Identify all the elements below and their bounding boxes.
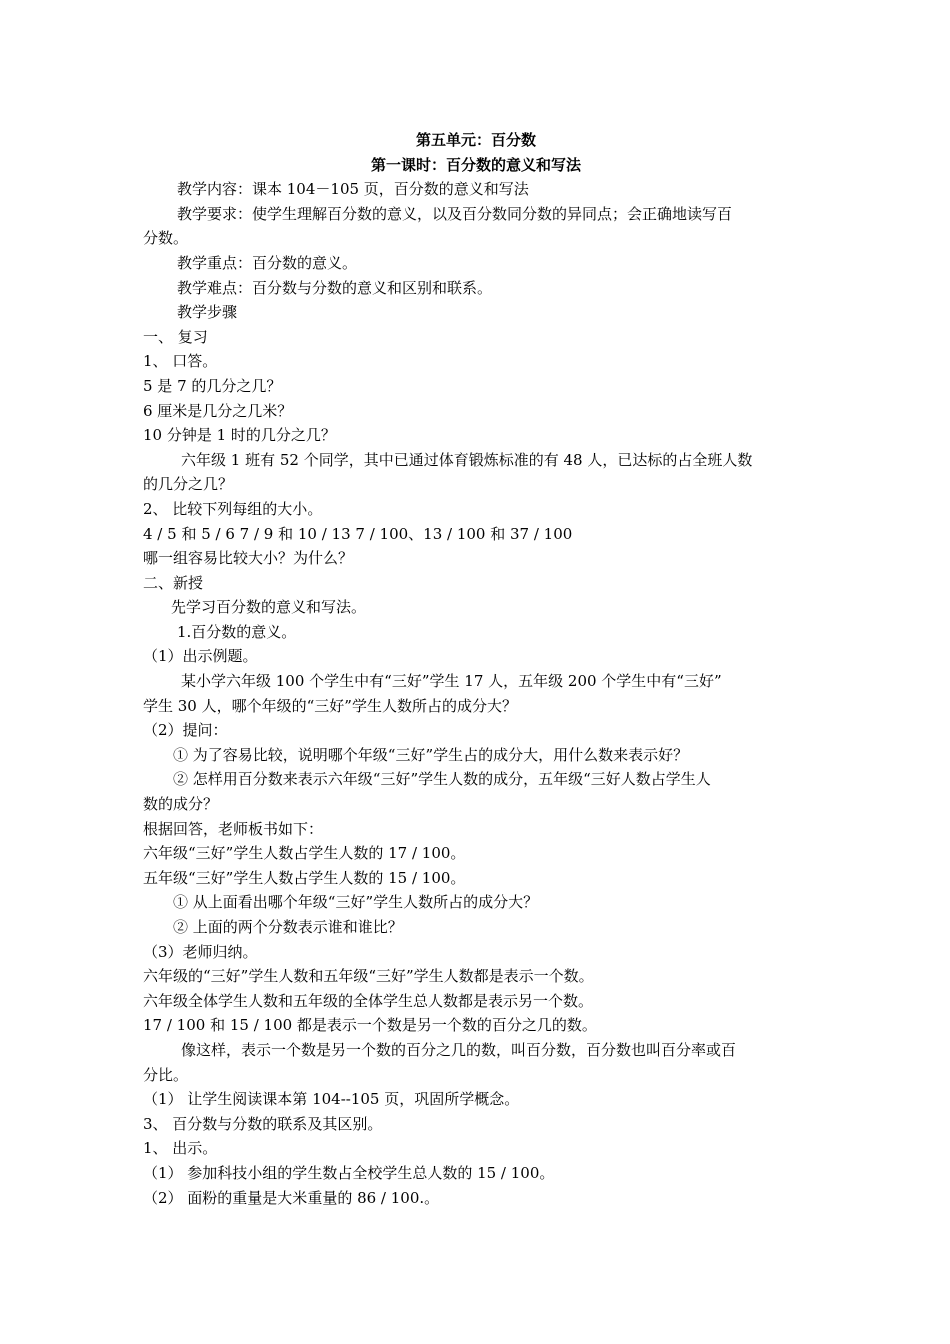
question-line: 10 分钟是 1 时的几分之几？ xyxy=(143,426,336,445)
example-line: 某小学六年级 100 个学生中有“三好”学生 17 人，五年级 200 个学生中有“三好” xyxy=(181,672,722,691)
document-body xyxy=(143,128,809,1210)
board-intro: 根据回答，老师板书如下： xyxy=(143,819,324,838)
teaching-requirement-cont: 分数。 xyxy=(143,229,189,248)
step-line: （1）出示例题。 xyxy=(143,647,258,666)
fraction-groups: 4 / 5 和 5 / 6 7 / 9 和 10 / 13 7 / 100、13 / 100 和 37 / 100 xyxy=(143,524,573,543)
reading-line: （1） 让学生阅读课本第 104--105 页，巩固所学概念。 xyxy=(143,1090,520,1109)
compare-item: 2、 比较下列每组的大小。 xyxy=(143,499,323,518)
show-line: （1） 参加科技小组的学生数占全校学生总人数的 15 / 100。 xyxy=(143,1163,555,1182)
question-line: 哪一组容易比较大小？为什么？ xyxy=(143,549,354,568)
unit-title: 第五单元：百分数 xyxy=(415,131,536,149)
word-problem-cont: 的几分之几？ xyxy=(143,475,234,494)
board-line: 六年级“三好”学生人数占学生人数的 17 / 100。 xyxy=(143,844,466,863)
intro-line: 先学习百分数的意义和写法。 xyxy=(171,598,367,617)
summary-line: 17 / 100 和 15 / 100 都是表示一个数是另一个数的百分之几的数。 xyxy=(143,1016,597,1035)
summary-line: 六年级的“三好”学生人数和五年级“三好”学生人数都是表示一个数。 xyxy=(143,967,594,986)
teaching-requirement: 教学要求：使学生理解百分数的意义，以及百分数同分数的异同点；会正确地读写百 xyxy=(177,204,733,223)
step-line: （3）老师归纳。 xyxy=(143,942,258,961)
board-line: 五年级“三好”学生人数占学生人数的 15 / 100。 xyxy=(143,868,466,887)
teaching-focus: 教学重点：百分数的意义。 xyxy=(177,253,358,272)
show-item: 1、 出示。 xyxy=(143,1139,218,1158)
show-line: （2） 面粉的重量是大米重量的 86 / 100.。 xyxy=(143,1188,440,1207)
lesson-title: 第一课时：百分数的意义和写法 xyxy=(370,155,581,174)
teaching-steps-heading: 教学步骤 xyxy=(177,303,238,322)
relation-heading: 3、 百分数与分数的联系及其区别。 xyxy=(143,1114,383,1133)
question-point: ① 为了容易比较，说明哪个年级“三好”学生占的成分大，用什么数来表示好？ xyxy=(173,745,689,764)
teaching-content: 教学内容：课本 104－105 页，百分数的意义和写法 xyxy=(177,180,529,199)
teaching-difficulty: 教学难点：百分数与分数的意义和区别和联系。 xyxy=(177,278,493,297)
question-point: ② 怎样用百分数来表示六年级“三好”学生人数的成分，五年级“三好人数占学生人 xyxy=(173,770,711,789)
subheading-meaning: 1.百分数的意义。 xyxy=(177,622,297,641)
example-cont: 学生 30 人，哪个年级的“三好”学生人数所占的成分大？ xyxy=(143,696,517,715)
question-point-cont: 数的成分？ xyxy=(143,795,219,814)
question-line: 6 厘米是几分之几米？ xyxy=(143,401,293,420)
question-line: 5 是 7 的几分之几？ xyxy=(143,376,282,395)
section-review-heading: 一、 复习 xyxy=(143,327,208,346)
definition-cont: 分比。 xyxy=(143,1065,189,1084)
section-new-heading: 二、新授 xyxy=(143,573,204,592)
word-problem-line: 六年级 1 班有 52 个同学，其中已通过体育锻炼标准的有 48 人，已达标的占全班人数 xyxy=(181,450,753,469)
step-line: （2）提问： xyxy=(143,721,228,740)
oral-answer-item: 1、 口答。 xyxy=(143,352,218,371)
definition-line: 像这样，表示一个数是另一个数的百分之几的数，叫百分数，百分数也叫百分率或百 xyxy=(181,1040,737,1059)
question-point: ② 上面的两个分数表示谁和谁比？ xyxy=(173,918,403,936)
summary-line: 六年级全体学生人数和五年级的全体学生总人数都是表示另一个数。 xyxy=(143,991,594,1010)
question-point: ① 从上面看出哪个年级“三好”学生人数所占的成分大？ xyxy=(173,893,539,912)
